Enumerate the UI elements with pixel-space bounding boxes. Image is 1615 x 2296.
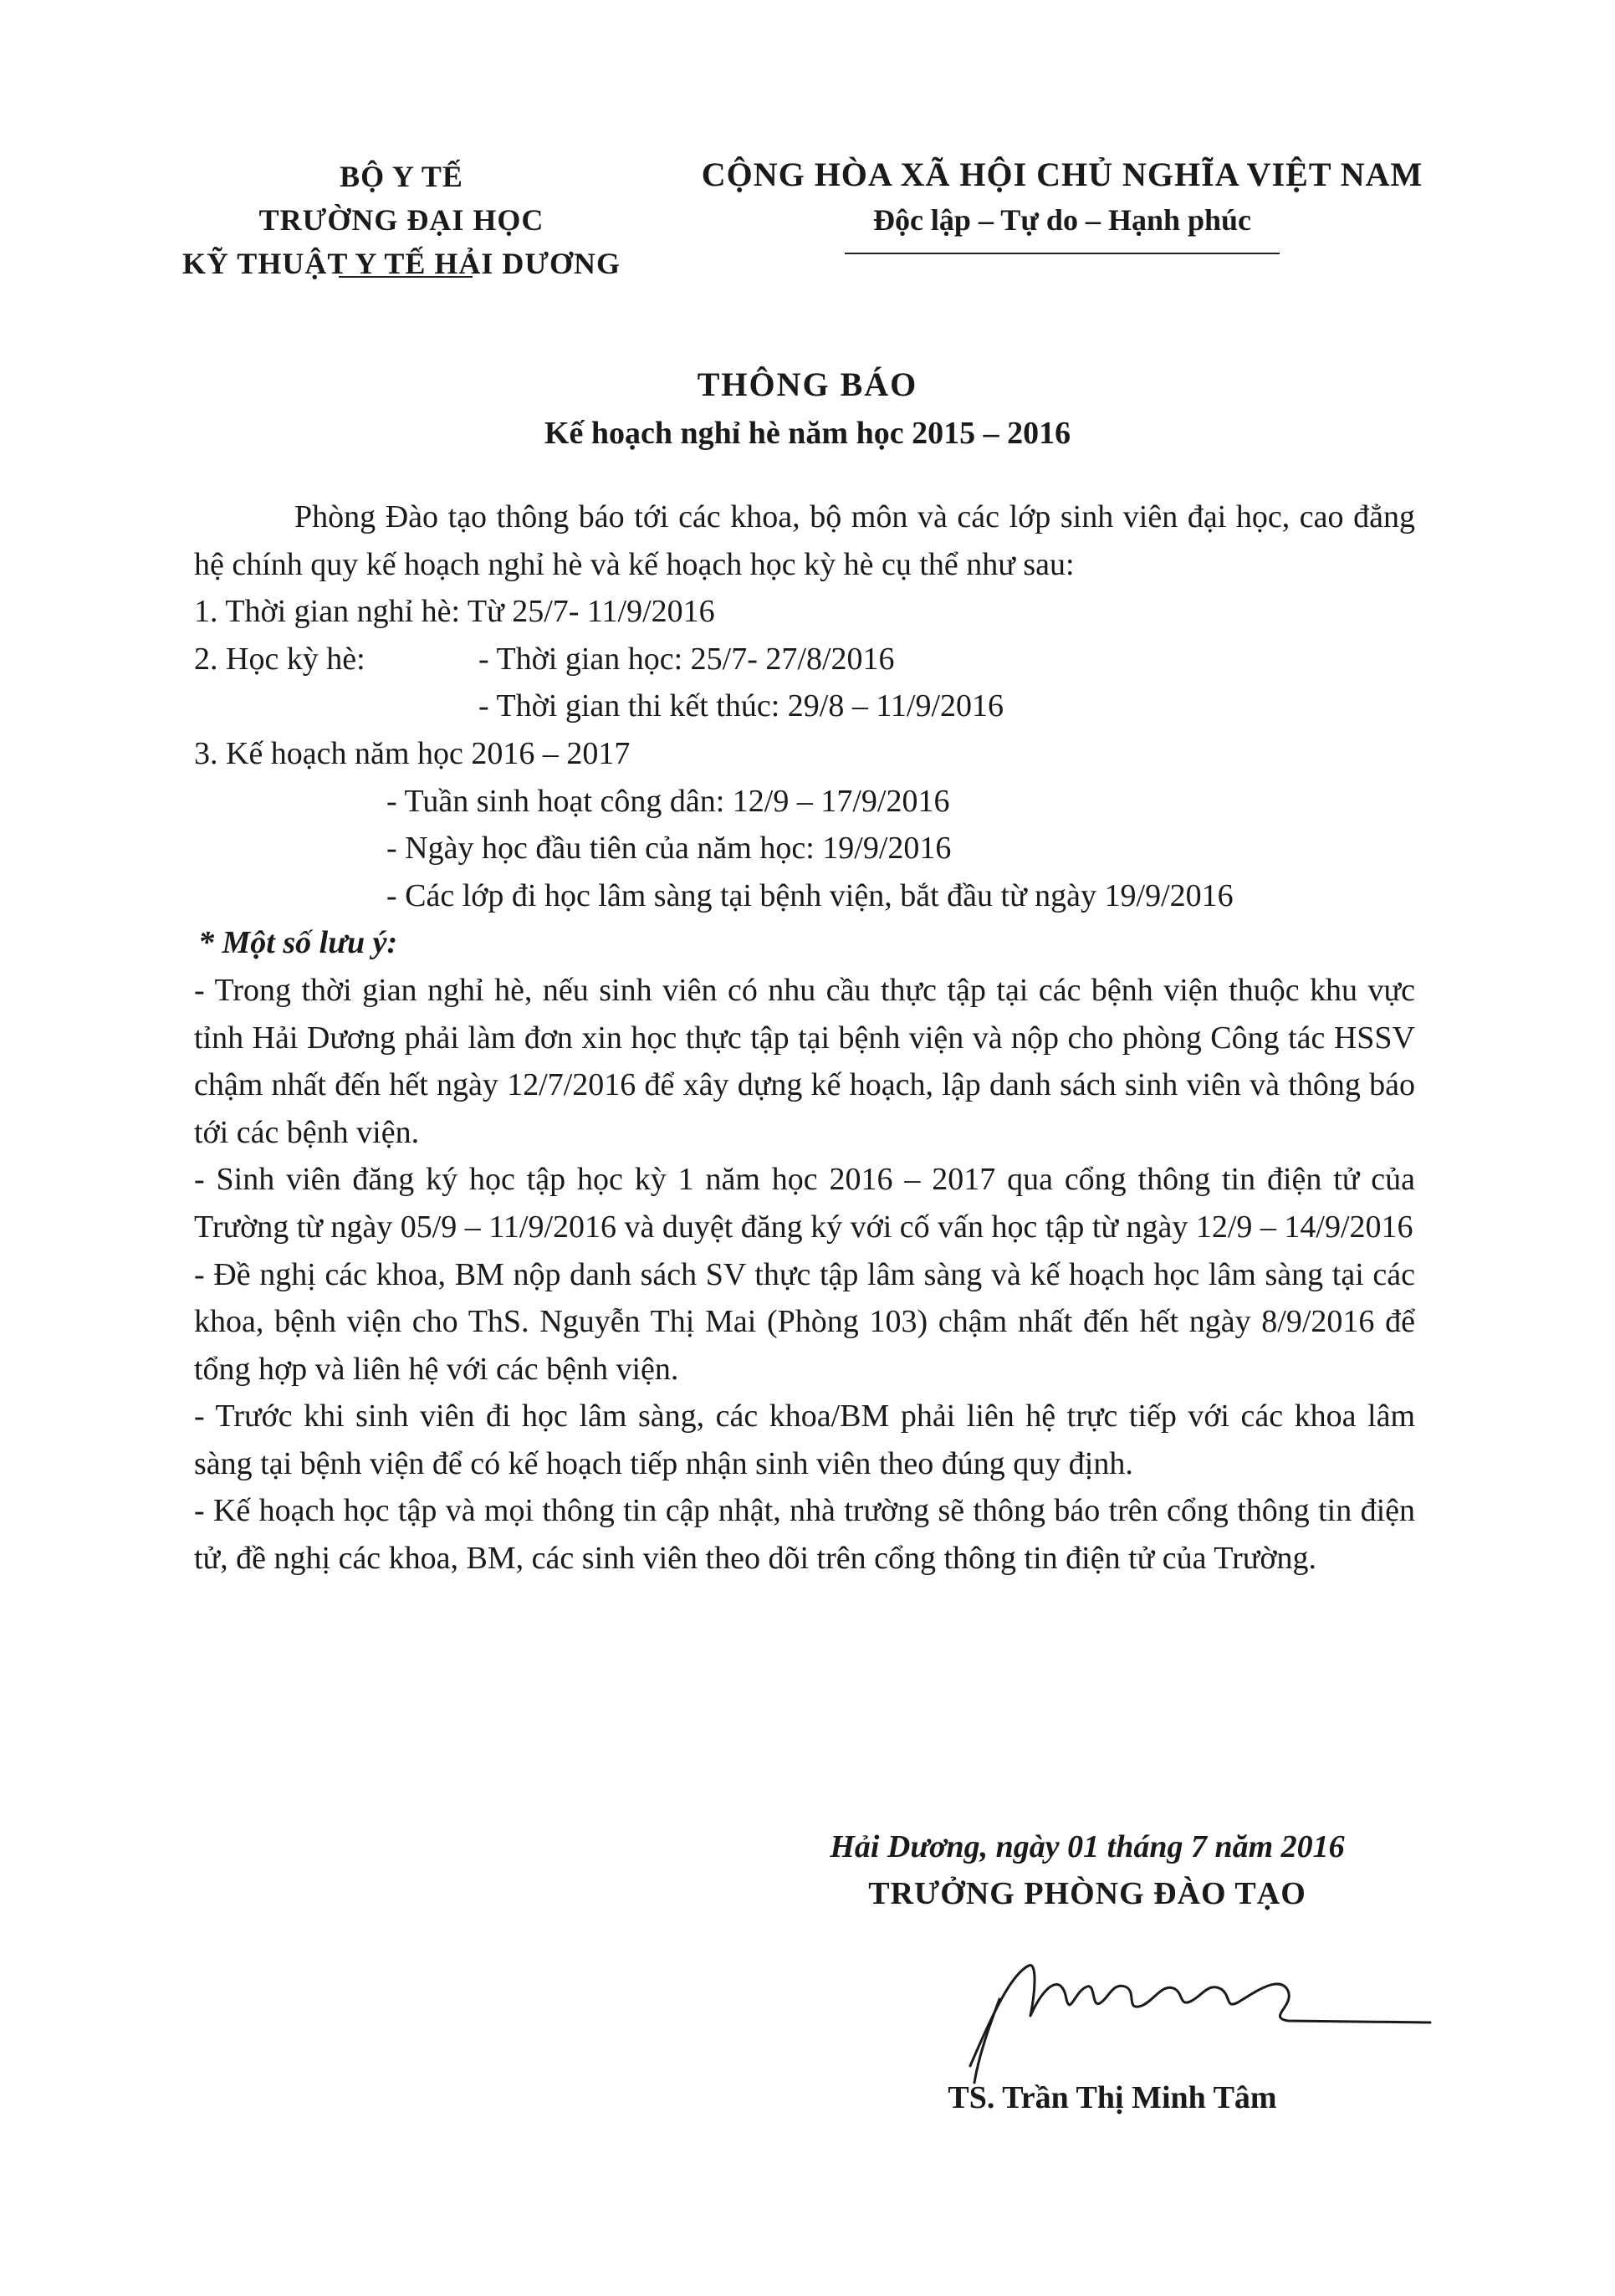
document-title: THÔNG BÁO xyxy=(697,366,918,403)
note-item: - Kế hoạch học tập và mọi thông tin cập nhật, nhà trường sẽ thông báo trên cổng thông tin điện tử, đề nghị các khoa, BM, các sinh viên theo dõi trên cổng thông tin điện tử của Trường. xyxy=(194,1493,1415,1577)
signer-name: TS. Trần Thị Minh Tâm xyxy=(948,2080,1277,2115)
university-name-line2: KỸ THUẬT Y TẾ HẢI DƯƠNG xyxy=(181,247,621,280)
plan-first-day: - Ngày học đầu tiên của năm học: 19/9/2016 xyxy=(386,831,952,867)
summer-semester-label: 2. Học kỳ hè: xyxy=(194,641,365,677)
document-body xyxy=(194,493,1415,1583)
signer-position: TRƯỞNG PHÒNG ĐÀO TẠO xyxy=(868,1876,1306,1911)
item-summer-semester xyxy=(194,636,1415,683)
ministry-name: BỘ Y TẾ xyxy=(340,160,463,193)
notes-heading: * Một số lưu ý: xyxy=(198,925,398,961)
item-school-year-plan: 3. Kế hoạch năm học 2016 – 2017 xyxy=(194,735,631,771)
issuer-header xyxy=(142,155,661,285)
handwritten-signature xyxy=(937,1941,1439,2091)
document-subtitle: Kế hoạch nghỉ hè năm học 2015 – 2016 xyxy=(544,416,1071,451)
note-item: - Đề nghị các khoa, BM nộp danh sách SV thực tập lâm sàng và kế hoạch học lâm sàng tại các khoa, bệnh viện cho ThS. Nguyễn Thị Mai (Phòng 103) chậm nhất đến hết ngày 8/9/2016 để tổng hợp và liên hệ với các bệnh viện. xyxy=(194,1256,1415,1387)
motto-underline xyxy=(845,253,1280,254)
place-and-date: Hải Dương, ngày 01 tháng 7 năm 2016 xyxy=(830,1829,1345,1864)
summer-semester-exam-time: - Thời gian thi kết thúc: 29/8 – 11/9/2016 xyxy=(478,688,1004,724)
signature-block xyxy=(736,1823,1439,1917)
national-motto: Độc lập – Tự do – Hạnh phúc xyxy=(872,203,1252,237)
issuer-underline xyxy=(339,276,473,278)
document-title-block xyxy=(0,360,1615,457)
plan-civic-week: - Tuần sinh hoạt công dân: 12/9 – 17/9/2016 xyxy=(386,783,950,819)
national-title: CỘNG HÒA XÃ HỘI CHỦ NGHĨA VIỆT NAM xyxy=(701,156,1423,193)
item-summer-break: 1. Thời gian nghỉ hè: Từ 25/7- 11/9/2016 xyxy=(194,594,715,630)
note-item: - Trong thời gian nghỉ hè, nếu sinh viên có nhu cầu thực tập tại các bệnh viện thuộc khu vực tỉnh Hải Dương phải làm đơn xin học thực tập tại bệnh viện và nộp cho phòng Công tác HSSV chậm nhất đến hết ngày 12/7/2016 để xây dựng kế hoạch, lập danh sách sinh viên và thông báo tới các bệnh viện. xyxy=(194,972,1415,1150)
national-header xyxy=(686,151,1439,254)
university-name-line1: TRƯỜNG ĐẠI HỌC xyxy=(258,203,544,237)
note-item: - Sinh viên đăng ký học tập học kỳ 1 năm học 2016 – 2017 qua cổng thông tin điện tử của Trường từ ngày 05/9 – 11/9/2016 và duyệt đăng ký với cố vấn học tập từ ngày 12/9 – 14/9/2016 xyxy=(194,1162,1415,1245)
summer-semester-study-time: - Thời gian học: 25/7- 27/8/2016 xyxy=(478,641,895,677)
intro-paragraph: Phòng Đào tạo thông báo tới các khoa, bộ môn và các lớp sinh viên đại học, cao đẳng hệ chính quy kế hoạch nghỉ hè và kế hoạch học kỳ hè cụ thể như sau: xyxy=(194,499,1415,582)
plan-clinical-start: - Các lớp đi học lâm sàng tại bệnh viện, bắt đầu từ ngày 19/9/2016 xyxy=(386,877,1234,913)
note-item: - Trước khi sinh viên đi học lâm sàng, các khoa/BM phải liên hệ trực tiếp với các khoa lâm sàng tại bệnh viện để có kế hoạch tiếp nhận sinh viên theo đúng quy định. xyxy=(194,1399,1415,1481)
